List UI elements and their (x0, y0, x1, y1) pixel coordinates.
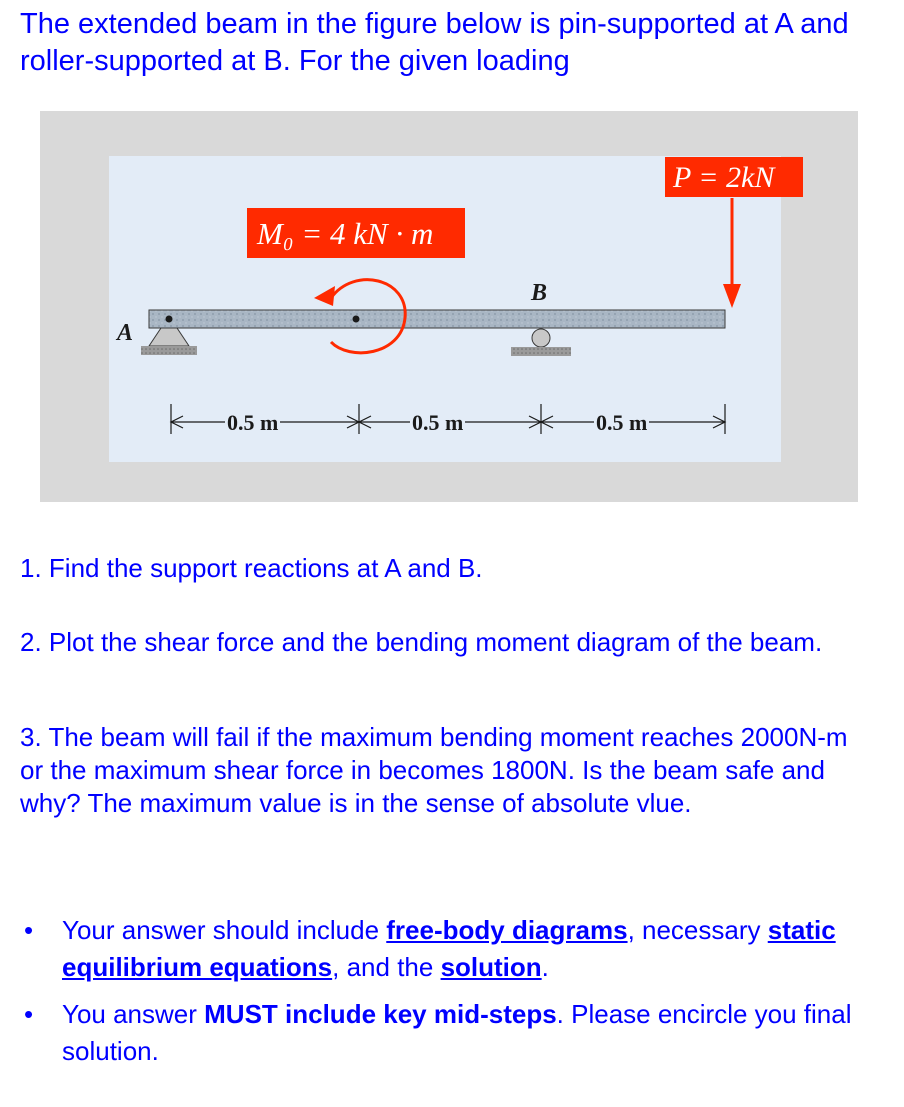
key-mid-steps-emphasis: MUST include key mid-steps (204, 999, 557, 1029)
dimension-label-1: 0.5 m (227, 410, 279, 435)
pin-a-dot (166, 316, 173, 323)
static-equilibrium-emphasis: static equilibrium equations (62, 915, 836, 982)
question-3-number: 3. (20, 722, 42, 752)
dimension-label-3: 0.5 m (596, 410, 648, 435)
instruction-2-text: You answer (62, 999, 205, 1029)
instructions-list (20, 912, 890, 1080)
intro-text: The extended beam in the figure below is pin-supported at A and roller-supported at B. For the given loading (20, 8, 849, 77)
instruction-item-1 (20, 912, 890, 986)
solution-emphasis: solution (440, 952, 542, 982)
beam (149, 310, 725, 328)
point-b-label: B (531, 280, 548, 306)
question-3-text: The beam will fail if the maximum bending moment reaches 2000N-m or the maximum shear force in becomes 1800N. Is the beam safe and why? The maximum value is in the sense of absolute vlue. (20, 722, 848, 818)
instruction-1-text-3: , and the (332, 952, 441, 982)
ground-a (141, 346, 197, 355)
point-a-label: A (117, 320, 134, 346)
dimension-label-2: 0.5 m (412, 410, 464, 435)
instruction-1-text-4: . (541, 952, 549, 982)
instruction-2-text-2: . Please encircle you final solution. (62, 999, 852, 1066)
question-1-text: Find the support reactions at A and B. (48, 553, 483, 583)
question-2-text: Plot the shear force and the bending moment diagram of the beam. (48, 627, 823, 657)
instruction-1-text-2: , necessary (627, 915, 768, 945)
question-1-number: 1. (20, 553, 42, 583)
moment-label: M₀ = 4 kN · m (247, 208, 465, 258)
question-1 (20, 552, 880, 585)
question-2-number: 2. (20, 627, 42, 657)
question-2 (20, 626, 880, 659)
ground-b (511, 347, 571, 356)
bullet-dot-icon: • (24, 999, 34, 1029)
moment-arrowhead (314, 286, 335, 306)
pin-support-a (149, 328, 189, 346)
roller-support-b (532, 329, 550, 347)
bullet-dot-icon: • (24, 915, 34, 945)
question-3 (20, 721, 870, 820)
free-body-diagrams-emphasis: free-body diagrams (386, 915, 628, 945)
load-arrowhead (723, 284, 741, 308)
load-label: P = 2kN (665, 157, 803, 197)
moment-point-dot (353, 316, 360, 323)
instruction-1-text: Your answer should include (62, 915, 387, 945)
instruction-item-2 (20, 996, 890, 1070)
beam-figure (109, 156, 781, 462)
